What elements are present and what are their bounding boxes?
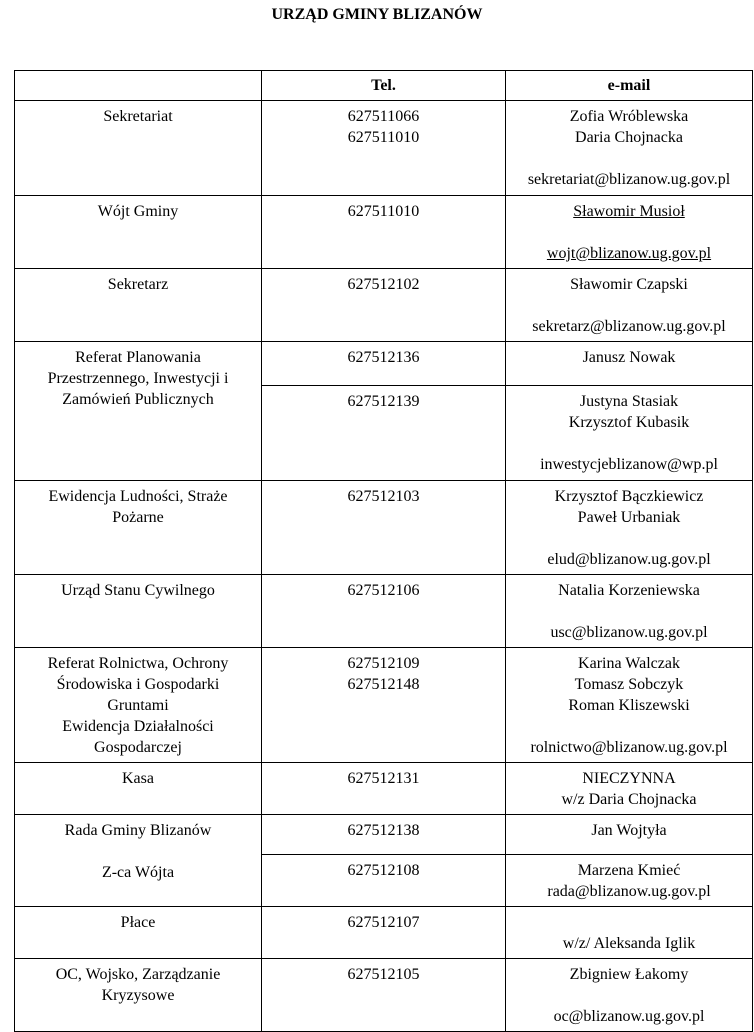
- email-cell: w/z/ Aleksanda Iglik: [506, 907, 753, 959]
- tel-cell: 627512106: [262, 575, 506, 648]
- tel-cell: 627512138: [262, 815, 506, 855]
- email-link[interactable]: wojt@blizanow.ug.gov.pl: [546, 245, 712, 262]
- tel-cell: 627512102: [262, 269, 506, 342]
- dept-cell: Referat Planowania Przestrzennego, Inwestycji i Zamówień Publicznych: [15, 342, 262, 481]
- email-cell: Natalia Korzeniewska usc@blizanow.ug.gov.pl: [506, 575, 753, 648]
- email-cell: Janusz Nowak: [506, 342, 753, 386]
- page-title: URZĄD GMINY BLIZANÓW: [271, 6, 483, 23]
- table-row: [15, 575, 753, 648]
- dept-cell: Sekretariat: [15, 101, 262, 196]
- email-cell: Karina Walczak Tomasz Sobczyk Roman Kliszewski rolnictwo@blizanow.ug.gov.pl: [506, 648, 753, 763]
- table-row: [15, 815, 753, 855]
- email-cell: Jan Wojtyła: [506, 815, 753, 855]
- table-header-row: [15, 71, 753, 101]
- email-cell: [506, 196, 753, 269]
- dept-cell: Referat Rolnictwa, Ochrony Środowiska i Gospodarki Gruntami Ewidencja Działalności Gospodarczej: [15, 648, 262, 763]
- tel-cell: 627512136: [262, 342, 506, 386]
- tel-cell: 627512103: [262, 481, 506, 575]
- table-row: [15, 763, 753, 815]
- dept-cell: Kasa: [15, 763, 262, 815]
- tel-cell: 627511066 627511010: [262, 101, 506, 196]
- tel-cell: 627512139: [262, 386, 506, 481]
- email-cell: Zbigniew Łakomy oc@blizanow.ug.gov.pl: [506, 959, 753, 1032]
- header-tel: Tel.: [262, 71, 506, 101]
- table-row: [15, 959, 753, 1032]
- tel-cell: 627512109 627512148: [262, 648, 506, 763]
- email-cell: Zofia Wróblewska Daria Chojnacka sekretariat@blizanow.ug.gov.pl: [506, 101, 753, 196]
- tel-cell: 627512108: [262, 855, 506, 907]
- tel-cell: 627512105: [262, 959, 506, 1032]
- dept-cell: Wójt Gminy: [15, 196, 262, 269]
- tel-cell: 627511010: [262, 196, 506, 269]
- tel-cell: 627512131: [262, 763, 506, 815]
- email-cell: Sławomir Czapski sekretarz@blizanow.ug.gov.pl: [506, 269, 753, 342]
- table-row: [15, 481, 753, 575]
- header-email: e-mail: [506, 71, 753, 101]
- table-row: [15, 907, 753, 959]
- dept-cell: Rada Gminy Blizanów Z-ca Wójta: [15, 815, 262, 907]
- contact-name: Sławomir Musioł: [573, 203, 685, 220]
- dept-cell: Płace: [15, 907, 262, 959]
- table-row: [15, 196, 753, 269]
- contact-table: [14, 70, 753, 1032]
- dept-cell: Ewidencja Ludności, Straże Pożarne: [15, 481, 262, 575]
- email-cell: Justyna Stasiak Krzysztof Kubasik inwestycjeblizanow@wp.pl: [506, 386, 753, 481]
- dept-cell: Urząd Stanu Cywilnego: [15, 575, 262, 648]
- table-row: [15, 342, 753, 386]
- dept-cell: Sekretarz: [15, 269, 262, 342]
- email-cell: NIECZYNNA w/z Daria Chojnacka: [506, 763, 753, 815]
- dept-cell: OC, Wojsko, Zarządzanie Kryzysowe: [15, 959, 262, 1032]
- email-cell: Krzysztof Bączkiewicz Paweł Urbaniak elud@blizanow.ug.gov.pl: [506, 481, 753, 575]
- header-department: [15, 71, 262, 101]
- table-row: [15, 101, 753, 196]
- table-row: [15, 269, 753, 342]
- table-row: [15, 648, 753, 763]
- tel-cell: 627512107: [262, 907, 506, 959]
- email-cell: Marzena Kmieć rada@blizanow.ug.gov.pl: [506, 855, 753, 907]
